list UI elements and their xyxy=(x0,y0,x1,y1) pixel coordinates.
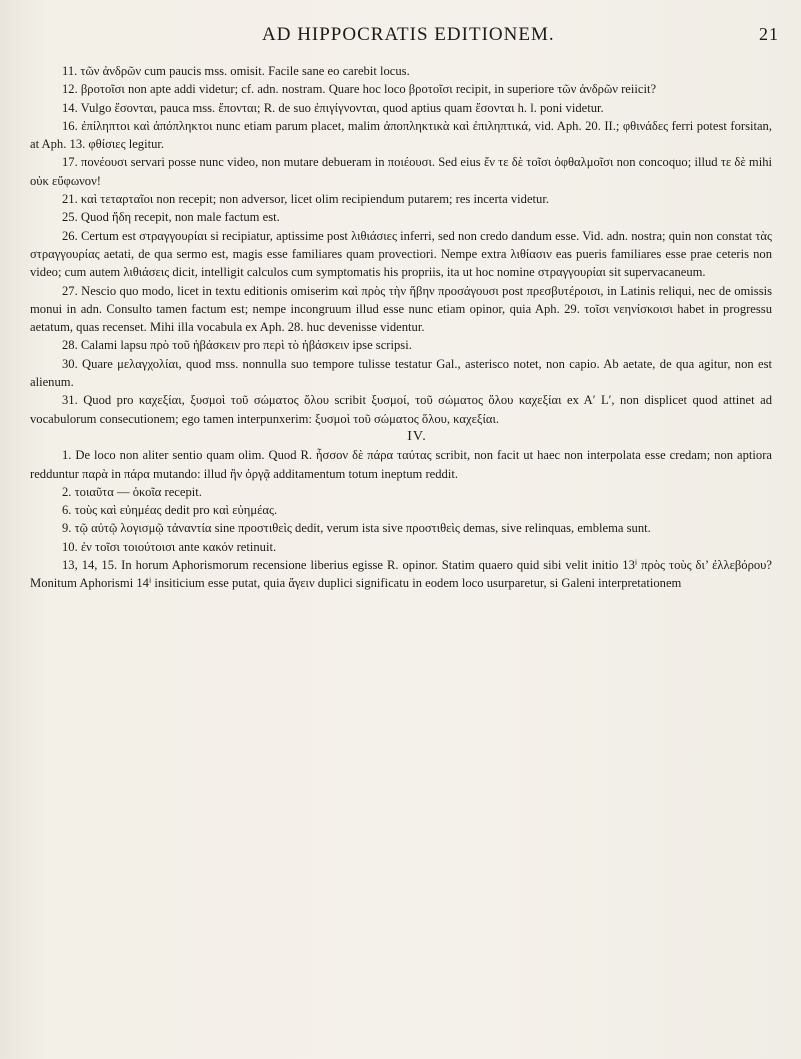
note-paragraph: 9. τῷ αὐτῷ λογισμῷ τἀναντία sine προστιθεὶς dedit, verum ista sive προστιθεὶς demas, sive relinquas, emblema sunt. xyxy=(62,521,651,536)
page-header xyxy=(30,20,779,54)
note-paragraph: 12. βροτοῖσι non apte addi videtur; cf. adn. nostram. Quare hoc loco βροτοῖσι recipit, in superiore τῶν ἀνδρῶν reiicit? xyxy=(62,82,657,97)
note-paragraph: 21. καὶ τεταρταῖοι non recepit; non adversor, licet olim recipiendum putarem; res incerta videtur. xyxy=(62,192,549,207)
running-head: AD HIPPOCRATIS EDITIONEM. xyxy=(262,24,555,45)
page-number: 21 xyxy=(759,24,779,44)
commentary-text xyxy=(30,62,772,593)
note-paragraph: 17. πονέουσι servari posse nunc video, non mutare debueram in ποιέουσι. Sed eius ἔν τε δὲ τοῖσι ὀφθαλμοῖσι non concoquo; illud τε δὲ mihi οὐκ εὔφωνον! xyxy=(30,155,772,188)
note-paragraph: 13, 14, 15. In horum Aphorismorum recensione liberius egisse R. opinor. Statim quaero quid sibi velit initio 13ⁱ πρὸς τοὺς δι’ ἐλλεβόρου? Monitum Aphorismi 14ⁱ insiticium esse putat, quia ἄγειν duplici significatu in eodem loco usurparetur, si Galeni interpretationem xyxy=(30,558,772,591)
note-paragraph: 1. De loco non aliter sentio quam olim. Quod R. ἧσσον δὲ πάρα ταύτας scribit, non facit ut haec non interpolata esse credam; non aptiora redduntur παρὰ in πάρα mutando: illud ἢν ὀργᾷ additamentum totum ineptum reddit. xyxy=(30,448,772,481)
note-paragraph: 6. τοὺς καὶ εὐημέας dedit pro καὶ εὐημέας. xyxy=(62,503,278,518)
note-paragraph: 11. τῶν ἀνδρῶν cum paucis mss. omisit. Facile sane eo carebit locus. xyxy=(62,64,410,78)
note-paragraph: 27. Nescio quo modo, licet in textu editionis omiserim καὶ πρὸς τὴν ἥβην προσάγουσι post πρεσβυτέροισι, in Latinis reliqui, nec de omissis monui in adn. Consulto tamen factum est; nempe incongruum illud esse nunc etiam opinor, quia Aph. 29. τοῖσι νεηνίσκοισι habet in progressu aetatum, quas recenset. Mihi illa vocabula ex Aph. 28. huc devenisse videntur. xyxy=(30,283,772,335)
section-heading: IV. xyxy=(407,428,427,444)
note-paragraph: 25. Quod ἤδη recepit, non male factum est. xyxy=(62,210,280,225)
note-paragraph: 14. Vulgo ἔσονται, pauca mss. ἔπονται; R. de suo ἐπιγίγνονται, quod aptius quam ἔσονται h. l. poni videtur. xyxy=(62,100,604,115)
note-paragraph: 26. Certum est στραγγουρίαι si recipiatur, aptissime post λιθιάσιες inferri, sed non credo dandum esse. Vid. adn. nostra; quin non constat τὰς στραγγουρίας aetati, de qua sermo est, magis esse familiares quam provectiori. Nempe extra λιθίασιν eas pueris familiares esse prae ceteris non video; cum autem λιθιάσεις dicit, intelligit calculos cum symptomatis his propriis, ita ut hoc nomine στραγγουρίαι sit supervacaneum. xyxy=(30,228,772,280)
note-paragraph: 16. ἐπίληπτοι καὶ ἀπόπληκτοι nunc etiam parum placet, malim ἀποπληκτικὰ καὶ ἐπιληπτικά, vid. Aph. 20. II.; φθινάδες ferri potest forsitan, at Aph. 13. φθίσιες legitur. xyxy=(30,118,772,152)
note-paragraph: 2. τοιαῦτα — ὁκοῖα recepit. xyxy=(62,484,202,499)
note-paragraph: 31. Quod pro καχεξίαι, ξυσμοὶ τοῦ σώματος ὅλου scribit ξυσμοί, τοῦ σώματος ὅλου καχεξίαι ex A′ L′, non displicet quod attinet ad vocabulorum consecutionem; ego tamen interpunxerim: ξυσμοὶ τοῦ σώματος ὅλου, καχεξίαι. xyxy=(30,393,772,426)
note-paragraph: 28. Calami lapsu πρὸ τοῦ ἡβάσκειν pro περὶ τὸ ἡβάσκειν ipse scripsi. xyxy=(62,338,412,353)
note-paragraph: 30. Quare μελαγχολίαι, quod mss. nonnulla suo tempore tulisse testatur Gal., asterisco notet, non capio. Ab aetate, de qua agitur, non est alienum. xyxy=(30,356,772,390)
note-paragraph: 10. ἐν τοῖσι τοιούτοισι ante κακόν retinuit. xyxy=(62,539,277,554)
